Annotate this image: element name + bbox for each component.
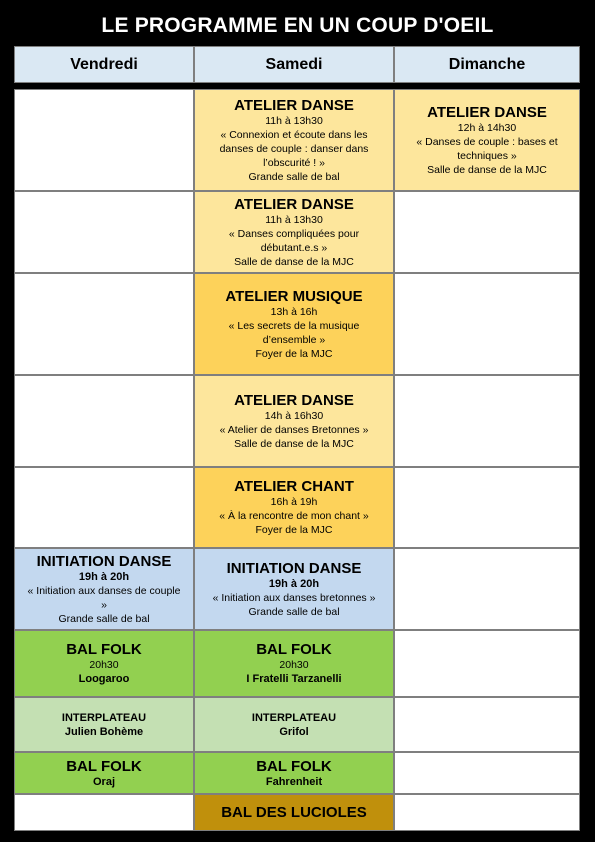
- event-title: BAL FOLK: [256, 641, 332, 658]
- vendredi-empty-1: [14, 89, 194, 191]
- event-time: 19h à 20h: [268, 577, 320, 590]
- dimanche-empty-3: [394, 375, 580, 467]
- vendredi-initiation: [14, 548, 194, 630]
- samedi-bal-des-lucioles: [194, 794, 394, 831]
- dimanche-empty-5: [394, 548, 580, 630]
- event-place: Grande salle de bal: [248, 605, 340, 618]
- event-title: BAL FOLK: [256, 757, 332, 775]
- dimanche-empty-6: [394, 630, 580, 697]
- event-desc: « Atelier de danses Bretonnes »: [219, 423, 369, 436]
- page-title: LE PROGRAMME EN UN COUP D'OEIL: [101, 14, 494, 37]
- samedi-atelier-danse-3: [194, 375, 394, 467]
- event-desc: danses de couple : danser dans: [219, 142, 369, 155]
- event-time: 13h à 16h: [270, 305, 318, 318]
- dimanche-empty-4: [394, 467, 580, 548]
- event-place: Salle de danse de la MJC: [234, 255, 354, 268]
- event-place: Foyer de la MJC: [255, 524, 333, 536]
- event-desc: « Danses compliquées pour: [228, 227, 360, 240]
- samedi-atelier-chant: [194, 467, 394, 548]
- dimanche-empty-2: [394, 273, 580, 375]
- event-band: Fahrenheit: [265, 775, 323, 788]
- event-place: Salle de danse de la MJC: [427, 163, 547, 176]
- event-place: Salle de danse de la MJC: [234, 437, 354, 450]
- dimanche-empty-1: [394, 191, 580, 273]
- event-time: 19h à 20h: [78, 570, 130, 583]
- vendredi-empty-2: [14, 191, 194, 273]
- vendredi-empty-3: [14, 273, 194, 375]
- event-desc: « À la rencontre de mon chant »: [219, 510, 369, 522]
- event-desc: »: [101, 598, 107, 611]
- event-desc: débutant.e.s »: [260, 241, 328, 254]
- event-title: ATELIER DANSE: [234, 96, 354, 114]
- event-desc: « Connexion et écoute dans les: [220, 128, 368, 141]
- event-title: INTERPLATEAU: [61, 711, 147, 724]
- dimanche-atelier-danse: [394, 89, 580, 191]
- samedi-interplateau: [194, 697, 394, 752]
- event-time: 16h à 19h: [270, 496, 318, 508]
- event-time: 11h à 13h30: [265, 114, 323, 127]
- samedi-initiation: [194, 548, 394, 630]
- event-time: 12h à 14h30: [457, 121, 517, 134]
- event-desc: techniques »: [457, 149, 517, 162]
- event-title: BAL FOLK: [66, 757, 142, 775]
- vendredi-empty-5: [14, 467, 194, 548]
- event-title: ATELIER DANSE: [427, 103, 547, 121]
- event-title: BAL FOLK: [66, 641, 142, 658]
- event-place: Foyer de la MJC: [255, 347, 333, 360]
- event-place: Grande salle de bal: [248, 170, 340, 183]
- event-desc: « Initiation aux danses de couple: [27, 584, 181, 597]
- vendredi-empty-6: [14, 794, 194, 831]
- event-time: 14h à 16h30: [264, 409, 324, 422]
- vendredi-bal-folk-1: [14, 630, 194, 697]
- event-desc: d’ensemble »: [262, 333, 326, 346]
- dimanche-empty-8: [394, 752, 580, 794]
- event-title: ATELIER DANSE: [234, 195, 354, 213]
- event-time: 20h30: [279, 659, 309, 671]
- event-band: Grifol: [279, 725, 309, 738]
- samedi-bal-folk-2: [194, 752, 394, 794]
- event-band: Oraj: [92, 775, 115, 788]
- vendredi-interplateau: [14, 697, 194, 752]
- event-title: INITIATION DANSE: [226, 559, 362, 577]
- samedi-atelier-musique: [194, 273, 394, 375]
- vendredi-empty-4: [14, 375, 194, 467]
- event-title: ATELIER DANSE: [234, 391, 354, 409]
- event-title: ATELIER CHANT: [234, 478, 354, 495]
- samedi-atelier-danse-2: [194, 191, 394, 273]
- event-time: 11h à 13h30: [265, 213, 323, 226]
- event-title: BAL DES LUCIOLES: [221, 804, 367, 821]
- event-title: INTERPLATEAU: [251, 711, 337, 724]
- event-band: Loogaroo: [78, 673, 130, 685]
- samedi-atelier-danse-1: [194, 89, 394, 191]
- header-vendredi: Vendredi: [14, 46, 194, 83]
- event-time: 20h30: [89, 659, 119, 671]
- event-band: I Fratelli Tarzanelli: [246, 673, 342, 685]
- event-desc: « Initiation aux danses bretonnes »: [212, 591, 376, 604]
- event-title: ATELIER MUSIQUE: [225, 287, 363, 305]
- event-title: INITIATION DANSE: [36, 552, 172, 570]
- dimanche-empty-7: [394, 697, 580, 752]
- event-desc: « Danses de couple : bases et: [416, 135, 558, 148]
- header-dimanche: Dimanche: [394, 46, 580, 83]
- event-desc: l’obscurité ! »: [263, 156, 325, 169]
- dimanche-empty-9: [394, 794, 580, 831]
- vendredi-bal-folk-2: [14, 752, 194, 794]
- samedi-bal-folk-1: [194, 630, 394, 697]
- event-place: Grande salle de bal: [58, 612, 150, 625]
- event-desc: « Les secrets de la musique: [228, 319, 360, 332]
- header-samedi: Samedi: [194, 46, 394, 83]
- event-band: Julien Bohème: [64, 725, 144, 738]
- schedule-table: [14, 46, 580, 832]
